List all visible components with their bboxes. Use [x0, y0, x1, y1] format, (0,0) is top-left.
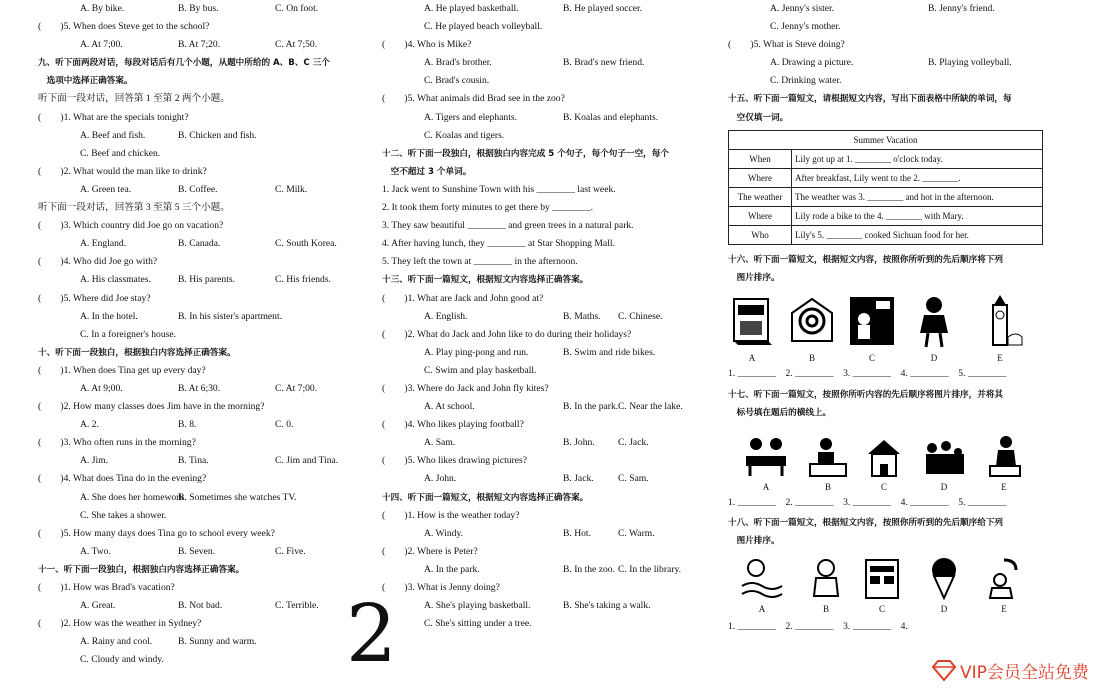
option: A. Beef and fish. — [80, 129, 146, 141]
section-heading: 图片排序。 — [728, 535, 780, 546]
classroom-icon — [848, 293, 896, 349]
options-row — [38, 308, 360, 326]
option: A. In the park. — [424, 563, 480, 575]
table-cell: Where — [729, 168, 792, 187]
options-row — [382, 561, 712, 579]
section-heading: 选项中选择正确答案。 — [38, 76, 133, 87]
option: A. Play ping-pong and run. — [424, 346, 529, 358]
vip-watermark[interactable] — [932, 652, 1098, 688]
picture-label: B — [824, 481, 831, 492]
instruction-text: 听下面一段对话，回答第 1 至第 2 两个小题。 — [38, 93, 230, 105]
options-row — [38, 543, 360, 561]
options-row — [382, 597, 712, 615]
options-row — [38, 452, 360, 470]
section-heading: 空不超过 3 个单词。 — [382, 166, 472, 177]
table-row — [729, 168, 1043, 187]
option: C. Brad's cousin. — [424, 75, 490, 87]
child-playing-icon — [980, 434, 1028, 478]
option: A. Green tea. — [80, 183, 132, 195]
instruction-text: 2. It took them forty minutes to get there by ________. — [382, 202, 594, 214]
section-heading: 空仅填一词。 — [728, 112, 789, 123]
options-row — [38, 380, 360, 398]
option: C. Swim and play basketball. — [424, 364, 537, 376]
option: B. Playing volleyball. — [928, 57, 1012, 69]
option: B. Maths. — [563, 310, 601, 322]
table-row — [729, 149, 1043, 168]
section-heading: 标号填在题后的横线上。 — [728, 407, 832, 418]
question: ( )1. What are Jack and John good at? — [382, 292, 544, 304]
option: C. His friends. — [275, 274, 331, 286]
option: C. In a foreigner's house. — [80, 328, 177, 340]
option: B. Swim and ride bikes. — [563, 346, 656, 358]
option: B. By bus. — [178, 3, 219, 14]
option: B. At 7;20. — [178, 39, 221, 51]
option: B. Canada. — [178, 238, 221, 250]
option: A. Jim. — [80, 455, 108, 467]
option: B. John. — [563, 437, 595, 449]
option: A. In the hotel. — [80, 310, 138, 322]
answer-blanks[interactable]: 1. ________ 2. ________ 3. ________ 4. ________ 5. ________ — [728, 368, 1007, 380]
tree-house-icon — [860, 434, 908, 478]
option: A. His classmates. — [80, 274, 151, 286]
options-row — [38, 416, 360, 434]
question: ( )1. When does Tina get up every day? — [38, 364, 206, 376]
question: ( )4. Who is Mike? — [382, 39, 472, 51]
option: B. She's taking a walk. — [563, 600, 651, 612]
question: ( )2. Where is Peter? — [382, 545, 478, 557]
option: B. Coffee. — [178, 183, 218, 195]
ice-cream-icon — [920, 556, 968, 600]
picture-label: E — [1001, 481, 1007, 492]
option: B. Chicken and fish. — [178, 129, 257, 141]
picture-label: C — [880, 481, 887, 492]
options-row — [38, 271, 360, 289]
options-row — [382, 344, 712, 362]
option: A. At 9;00. — [80, 382, 123, 394]
option: A. By bike. — [80, 3, 125, 14]
options-row — [382, 470, 712, 488]
table-title: Summer Vacation — [729, 130, 1043, 149]
options-row — [382, 434, 712, 452]
option: A. Tigers and elephants. — [424, 111, 518, 123]
option: C. Jenny's mother. — [770, 21, 841, 33]
question: ( )3. Where do Jack and John fly kites? — [382, 382, 549, 394]
option: C. She takes a shower. — [80, 509, 167, 521]
options-row — [38, 36, 360, 54]
option: C. Near the lake. — [618, 401, 683, 413]
table-cell: After breakfast, Lily went to the 2. ________. — [792, 168, 1043, 187]
option: C. Chinese. — [618, 310, 663, 322]
table-cell: Lily rode a bike to the 4. ________ with Mary. — [792, 207, 1043, 226]
option: A. Windy. — [424, 527, 464, 539]
option: C. At 7;00. — [275, 382, 318, 394]
options-row — [382, 525, 712, 543]
options-row — [382, 308, 712, 326]
options-row — [38, 235, 360, 253]
picture-label: A — [762, 481, 770, 492]
section-heading: 十五、听下面一篇短文，请根据短文内容，写出下面表格中所缺的单词，每 — [728, 94, 1012, 105]
section-heading: 图片排序。 — [728, 273, 780, 284]
option: B. Tina. — [178, 455, 209, 467]
question: ( )5. Where did Joe stay? — [38, 292, 151, 304]
cooking-icon — [804, 434, 852, 478]
option: A. At school. — [424, 401, 475, 413]
option: A. At 7;00. — [80, 39, 123, 51]
shower-icon — [980, 556, 1028, 600]
options-row — [728, 54, 1050, 72]
watermark-text: VIP会员全站免费 — [960, 662, 1089, 683]
options-row — [382, 54, 712, 72]
answer-blanks[interactable]: 1. ________ 2. ________ 3. ________ 4. ________ 5. ________ — [728, 496, 1007, 508]
option: A. John. — [424, 473, 457, 485]
option: A. Jenny's sister. — [770, 3, 835, 14]
options-row — [382, 398, 712, 416]
instruction-text: 听下面一段对话，回答第 3 至第 5 三个小题。 — [38, 202, 230, 214]
option: B. Not bad. — [178, 600, 223, 612]
question: ( )5. Who likes drawing pictures? — [382, 455, 528, 467]
picture-label: A — [758, 603, 766, 614]
option: C. Sam. — [618, 473, 649, 485]
option: B. In the park. — [563, 401, 619, 413]
table-cell: Who — [729, 226, 792, 245]
question: ( )3. Who often runs in the morning? — [38, 437, 196, 449]
option: B. In his sister's apartment. — [178, 310, 283, 322]
option: B. Koalas and elephants. — [563, 111, 659, 123]
option: A. Drawing a picture. — [770, 57, 854, 69]
question: ( )5. When does Steve get to the school? — [38, 21, 210, 33]
option: A. England. — [80, 238, 127, 250]
option: A. Sam. — [424, 437, 456, 449]
section-heading: 十四、听下面一篇短文，根据短文内容选择正确答案。 — [382, 492, 589, 503]
options-row — [38, 181, 360, 199]
picture-row-18 — [728, 556, 1050, 612]
picture-label: E — [1001, 603, 1007, 614]
girl-icon — [910, 293, 958, 349]
column-right — [728, 0, 1050, 636]
question: ( )2. What would the man like to drink? — [38, 165, 207, 177]
table-cell: Where — [729, 207, 792, 226]
option: C. He played beach volleyball. — [424, 21, 543, 33]
option: C. South Korea. — [275, 238, 337, 250]
section-heading: 十二、听下面一段独白，根据独白内容完成 5 个句子，每个句子一空，每个 — [382, 148, 669, 159]
option: A. Two. — [80, 545, 111, 557]
book-icon — [728, 293, 776, 349]
instruction-text: 3. They saw beautiful ________ and green trees in a natural park. — [382, 220, 634, 232]
picture-label: C — [868, 353, 875, 364]
option: C. Terrible. — [275, 600, 319, 612]
option: A. Brad's brother. — [424, 57, 492, 69]
picture-row-16 — [728, 293, 1050, 363]
option: C. In the library. — [618, 563, 682, 575]
question: ( )4. Who did Joe go with? — [38, 256, 158, 268]
option: B. Jack. — [563, 473, 594, 485]
picture-label: D — [930, 353, 938, 364]
option: A. English. — [424, 310, 468, 322]
instruction-text: 5. They left the town at ________ in the afternoon. — [382, 256, 578, 268]
table-cell: The weather was 3. ________ and hot in the afternoon. — [792, 187, 1043, 206]
summer-vacation-table — [728, 130, 1043, 246]
section-heading: 十三、听下面一篇短文，根据短文内容选择正确答案。 — [382, 275, 589, 286]
section-heading: 十一、听下面一段独白，根据独白内容选择正确答案。 — [38, 564, 245, 575]
option: C. Koalas and tigers. — [424, 129, 505, 141]
column-left — [38, 0, 360, 669]
option: C. Beef and chicken. — [80, 147, 161, 159]
page-number: 2 — [346, 587, 397, 680]
section-heading: 十六、听下面一篇短文，根据短文内容，按照你所听到的先后顺序将下列 — [728, 255, 1004, 266]
section-heading: 十七、听下面一篇短文，按照你所听内容的先后顺序将图片排序，并将其 — [728, 389, 1004, 400]
option: C. Jack. — [618, 437, 649, 449]
question: ( )5. How many days does Tina go to school every week? — [38, 527, 275, 539]
picture-row-17 — [728, 434, 1050, 494]
options-row — [382, 109, 712, 127]
picture-label: D — [940, 481, 948, 492]
email-icon — [788, 293, 836, 349]
option: C. Milk. — [275, 183, 308, 195]
options-row — [38, 633, 360, 651]
question: ( )5. What animals did Brad see in the zoo? — [382, 93, 565, 105]
option: B. Sometimes she watches TV. — [178, 491, 297, 503]
options-row — [38, 127, 360, 145]
option: A. She does her homework. — [80, 491, 187, 503]
table-cell: Lily got up at 1. ________ o'clock today. — [792, 149, 1043, 168]
option: C. She's sitting under a tree. — [424, 618, 532, 630]
building-icon — [858, 556, 906, 600]
options-row — [38, 597, 360, 615]
picture-label: A — [748, 353, 756, 364]
options-row — [382, 0, 712, 18]
question: ( )4. What does Tina do in the evening? — [38, 473, 207, 485]
option: B. At 6;30. — [178, 382, 221, 394]
option: A. 2. — [80, 419, 99, 431]
option: C. Drinking water. — [770, 75, 842, 87]
question: ( )1. What are the specials tonight? — [38, 111, 189, 123]
options-row — [38, 0, 360, 18]
option: B. Seven. — [178, 545, 216, 557]
option: B. Brad's new friend. — [563, 57, 645, 69]
table-cell: When — [729, 149, 792, 168]
picture-label: B — [822, 603, 829, 614]
people-at-table-icon — [742, 434, 790, 478]
option: C. Jim and Tina. — [275, 455, 339, 467]
question: ( )3. Which country did Joe go on vacation? — [38, 220, 224, 232]
question: ( )2. How was the weather in Sydney? — [38, 618, 202, 630]
option: C. 0. — [275, 419, 294, 431]
instruction-text: 4. After having lunch, they ________ at Star Shopping Mall. — [382, 238, 615, 250]
option: B. His parents. — [178, 274, 236, 286]
table-row — [729, 226, 1043, 245]
table-row — [729, 207, 1043, 226]
option: B. Sunny and warm. — [178, 636, 257, 648]
diamond-icon — [932, 659, 956, 681]
answer-blanks[interactable]: 1. ________ 2. ________ 3. ________ 4. — [728, 620, 908, 632]
option: C. Cloudy and windy. — [80, 654, 164, 666]
family-icon — [920, 434, 968, 478]
option: A. Great. — [80, 600, 116, 612]
question: ( )3. What is Jenny doing? — [382, 582, 500, 593]
question: ( )2. What do Jack and John like to do during their holidays? — [382, 328, 632, 340]
option: A. She's playing basketball. — [424, 600, 531, 612]
question: ( )4. Who likes playing football? — [382, 419, 524, 431]
table-cell: The weather — [729, 187, 792, 206]
section-heading: 九、听下面两段对话，每段对话后有几个小题，从题中所给的 A、B、C 三个 — [38, 58, 330, 69]
table-cell: Lily's 5. ________ cooked Sichuan food for her. — [792, 226, 1043, 245]
section-heading: 十、听下面一段独白，根据独白内容选择正确答案。 — [38, 347, 236, 358]
option: B. Jenny's friend. — [928, 3, 995, 14]
instruction-text: 1. Jack went to Sunshine Town with his ________ last week. — [382, 183, 616, 195]
options-row — [38, 489, 360, 507]
picture-label: B — [808, 353, 815, 364]
question: ( )1. How is the weather today? — [382, 509, 520, 521]
picture-label: E — [997, 353, 1003, 364]
picture-label: C — [878, 603, 885, 614]
options-row — [728, 0, 1050, 18]
question: ( )1. How was Brad's vacation? — [38, 582, 175, 593]
option: C. At 7;50. — [275, 39, 318, 51]
option: C. On foot. — [275, 3, 319, 14]
option: A. Rainy and cool. — [80, 636, 153, 648]
picture-label: D — [940, 603, 948, 614]
clock-tower-icon — [976, 293, 1024, 349]
option: B. He played soccer. — [563, 3, 643, 14]
option: C. Warm. — [618, 527, 655, 539]
boy-icon — [802, 556, 850, 600]
question: ( )5. What is Steve doing? — [728, 39, 845, 51]
option: C. Five. — [275, 545, 306, 557]
option: B. Hot. — [563, 527, 591, 539]
option: B. In the zoo. — [563, 563, 615, 575]
table-row — [729, 187, 1043, 206]
question: ( )2. How many classes does Jim have in the morning? — [38, 401, 265, 413]
column-middle — [382, 0, 712, 633]
option: B. 8. — [178, 419, 197, 431]
option: A. He played basketball. — [424, 3, 519, 14]
swimming-icon — [738, 556, 786, 600]
section-heading: 十八、听下面一篇短文，根据短文内容，按照你所听到的先后顺序给下列 — [728, 517, 1004, 528]
